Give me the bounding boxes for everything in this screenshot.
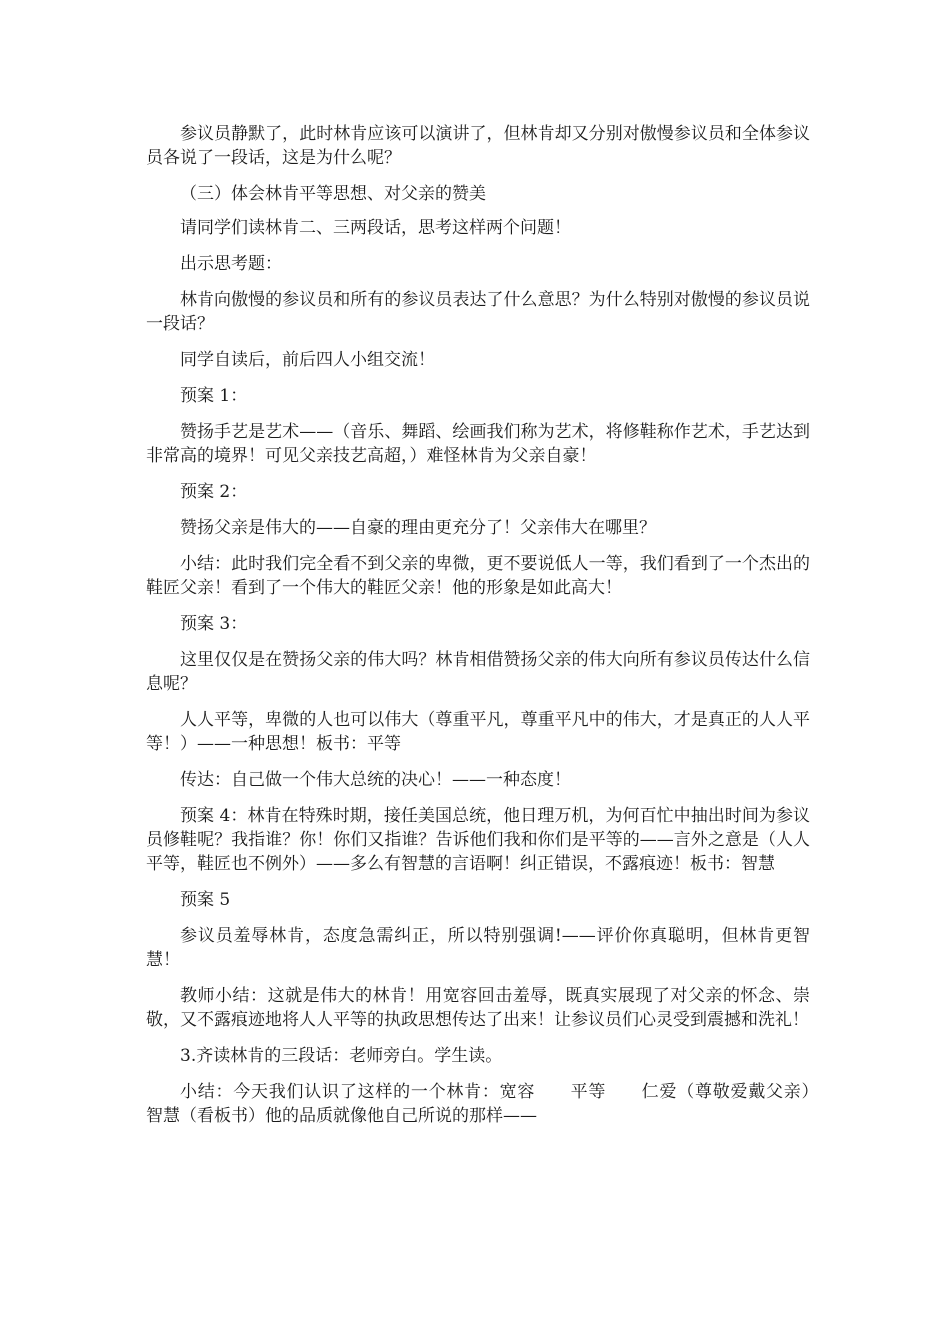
paragraph: 同学自读后，前后四人小组交流！ xyxy=(180,350,435,370)
paragraph: 预案 3： xyxy=(180,614,248,634)
paragraph: 林肯向傲慢的参议员和所有的参议员表达了什么意思？为什么特别对傲慢的参议员说一段话？ xyxy=(146,290,810,334)
paragraph: 3.齐读林肯的三段话：老师旁白。学生读。 xyxy=(180,1046,503,1066)
paragraph: 参议员静默了，此时林肯应该可以演讲了，但林肯却又分别对傲慢参议员和全体参议员各说了一段话，这是为什么呢？ xyxy=(146,124,810,168)
paragraph: 传达：自己做一个伟大总统的决心！——一种态度！ xyxy=(180,770,571,790)
paragraph: 小结：今天我们认识了这样的一个林肯：宽容 平等 仁爱（尊敬爱戴父亲） 智慧（看板书）他的品质就像他自己所说的那样—— xyxy=(146,1082,827,1126)
paragraph: 预案 2： xyxy=(180,482,248,502)
paragraph: 这里仅仅是在赞扬父亲的伟大吗？林肯相借赞扬父亲的伟大向所有参议员传达什么信息呢？ xyxy=(146,650,810,694)
paragraph: 请同学们读林肯二、三两段话，思考这样两个问题！ xyxy=(180,218,571,238)
paragraph: 教师小结：这就是伟大的林肯！用宽容回击羞辱，既真实展现了对父亲的怀念、崇敬，又不露痕迹地将人人平等的执政思想传达了出来！让参议员们心灵受到震撼和洗礼！ xyxy=(146,986,810,1030)
paragraph: 预案 4：林肯在特殊时期，接任美国总统，他日理万机，为何百忙中抽出时间为参议员修鞋呢？我指谁？你！你们又指谁？告诉他们我和你们是平等的——言外之意是（人人平等，鞋匠也不例外）——多么有智慧的言语啊！纠正错误，不露痕迹！板书：智慧 xyxy=(146,806,810,874)
document-body xyxy=(146,122,827,1140)
section-heading: （三）体会林肯平等思想、对父亲的赞美 xyxy=(180,184,486,204)
paragraph: 参议员羞辱林肯，态度急需纠正，所以特别强调!——评价你真聪明，但林肯更智慧！ xyxy=(146,926,810,970)
paragraph: 赞扬父亲是伟大的——自豪的理由更充分了！父亲伟大在哪里？ xyxy=(180,518,656,538)
paragraph: 出示思考题： xyxy=(180,254,282,274)
paragraph: 赞扬手艺是艺术——（音乐、舞蹈、绘画我们称为艺术，将修鞋称作艺术，手艺达到非常高的境界！可见父亲技艺高超，）难怪林肯为父亲自豪！ xyxy=(146,422,810,466)
paragraph: 小结：此时我们完全看不到父亲的卑微，更不要说低人一等，我们看到了一个杰出的鞋匠父亲！看到了一个伟大的鞋匠父亲！他的形象是如此高大！ xyxy=(146,554,810,598)
paragraph: 预案 1： xyxy=(180,386,248,406)
paragraph: 预案 5 xyxy=(180,890,231,910)
paragraph: 人人平等，卑微的人也可以伟大（尊重平凡，尊重平凡中的伟大，才是真正的人人平等！）——一种思想！板书：平等 xyxy=(146,710,810,754)
